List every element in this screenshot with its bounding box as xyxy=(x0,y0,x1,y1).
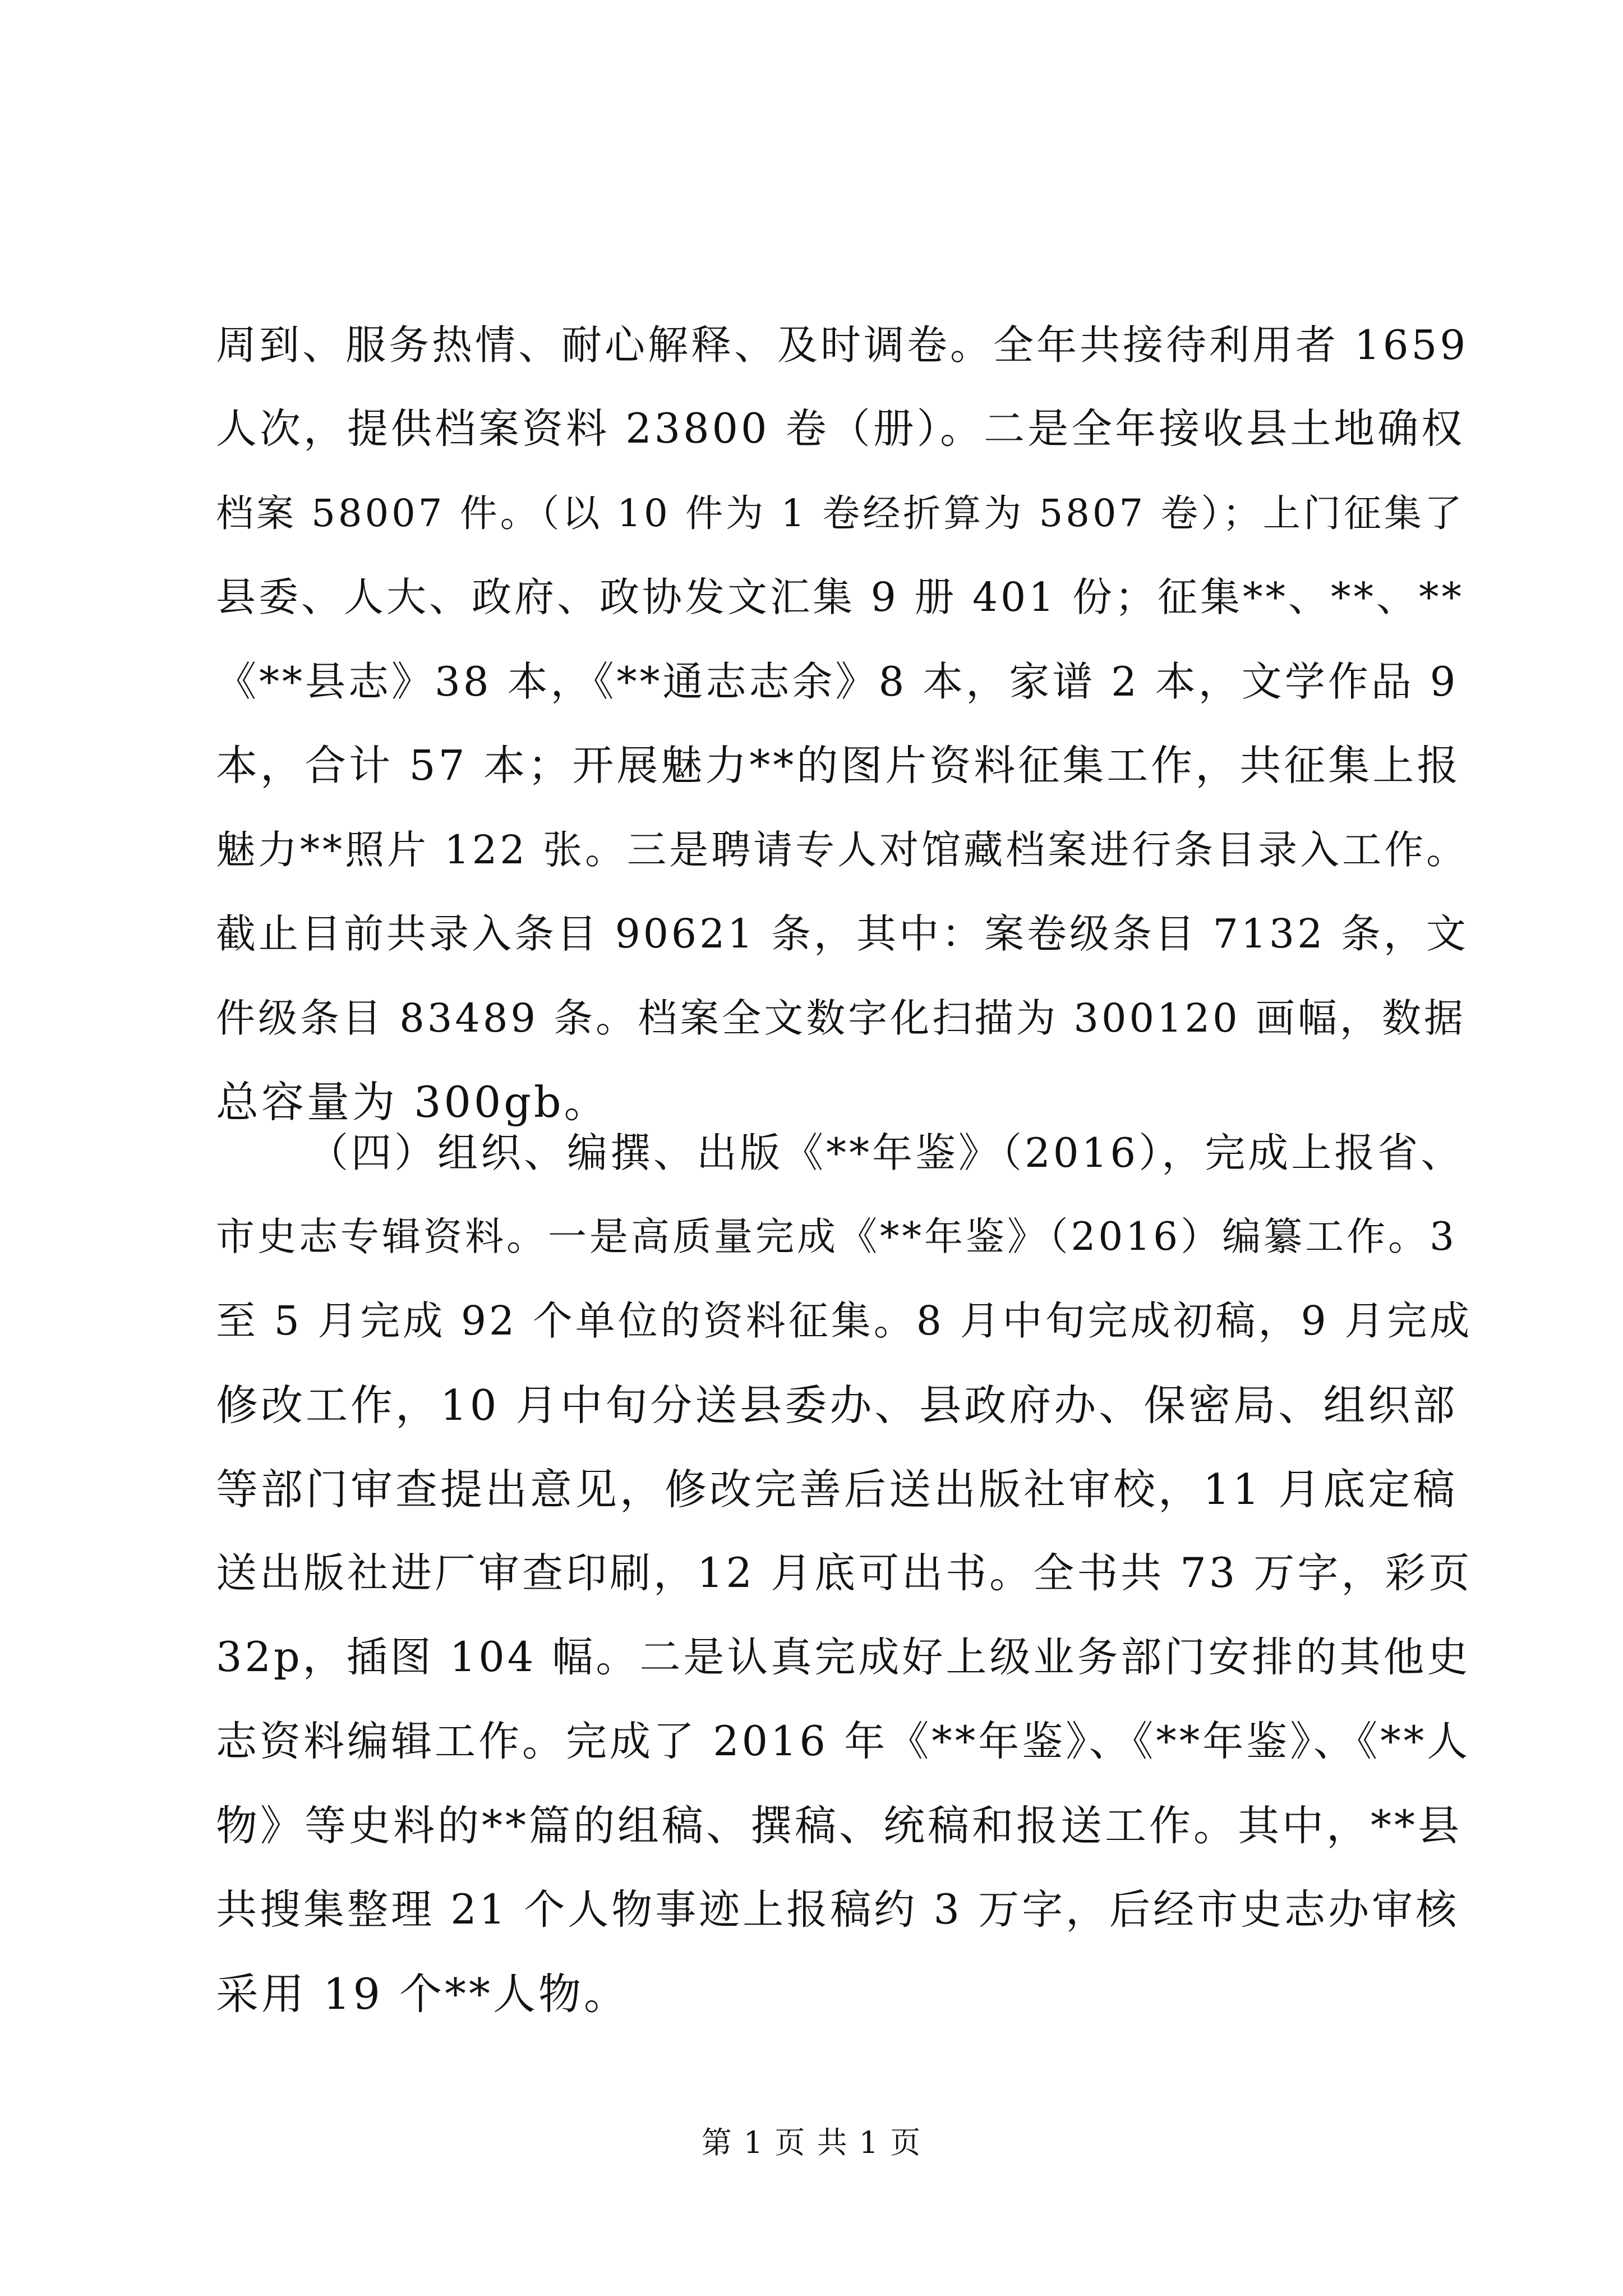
text-line: 截止目前共录入条目 90621 条，其中：案卷级条目 7132 条，文 xyxy=(216,910,1469,957)
text-line: 物》等史料的**篇的组稿、撰稿、统稿和报送工作。其中，**县 xyxy=(216,1802,1462,1850)
text-line: 总容量为 300gb。 xyxy=(216,1077,610,1127)
text-line: 至 5 月完成 92 个单位的资料征集。8 月中旬完成初稿，9 月完成 xyxy=(216,1297,1473,1344)
text-line: 件级条目 83489 条。档案全文数字化扫描为 300120 画幅，数据 xyxy=(216,995,1466,1041)
text-line: 周到、服务热情、耐心解释、及时调卷。全年共接待利用者 1659 xyxy=(216,321,1469,369)
text-line: 送出版社进厂审查印刷，12 月底可出书。全书共 73 万字，彩页 xyxy=(216,1549,1473,1597)
text-line: 修改工作，10 月中旬分送县委办、县政府办、保密局、组织部 xyxy=(216,1381,1458,1430)
text-line: 志资料编辑工作。完成了 2016 年《**年鉴》、《**年鉴》、《**人 xyxy=(216,1718,1471,1765)
text-line: （四）组织、编撰、出版《**年鉴》（2016），完成上报省、 xyxy=(308,1129,1464,1176)
text-line: 采用 19 个**人物。 xyxy=(216,1969,630,2019)
text-line: 《**县志》38 本，《**通志志余》8 本，家谱 2 本，文学作品 9 xyxy=(216,658,1459,705)
text-line: 魅力**照片 122 张。三是聘请专人对馆藏档案进行条目录入工作。 xyxy=(216,827,1469,873)
text-line: 档案 58007 件。（以 10 件为 1 卷经折算为 5807 卷）；上门征集了 xyxy=(216,491,1465,535)
page-footer: 第 1 页 共 1 页 xyxy=(701,2125,922,2160)
text-line: 本，合计 57 本；开展魅力**的图片资料征集工作，共征集上报 xyxy=(216,742,1461,790)
text-line: 共搜集整理 21 个人物事迹上报稿约 3 万字，后经市史志办审核 xyxy=(216,1886,1460,1934)
text-line: 32p，插图 104 幅。二是认真完成好上级业务部门安排的其他史 xyxy=(216,1634,1471,1681)
text-line: 人次，提供档案资料 23800 卷（册）。二是全年接收县土地确权 xyxy=(216,405,1465,453)
text-line: 市史志专辑资料。一是高质量完成《**年鉴》（2016）编纂工作。3 xyxy=(216,1214,1457,1259)
text-line: 县委、人大、政府、政协发文汇集 9 册 401 份；征集**、**、** xyxy=(216,574,1464,620)
text-line: 等部门审查提出意见，修改完善后送出版社审校，11 月底定稿 xyxy=(216,1465,1458,1514)
